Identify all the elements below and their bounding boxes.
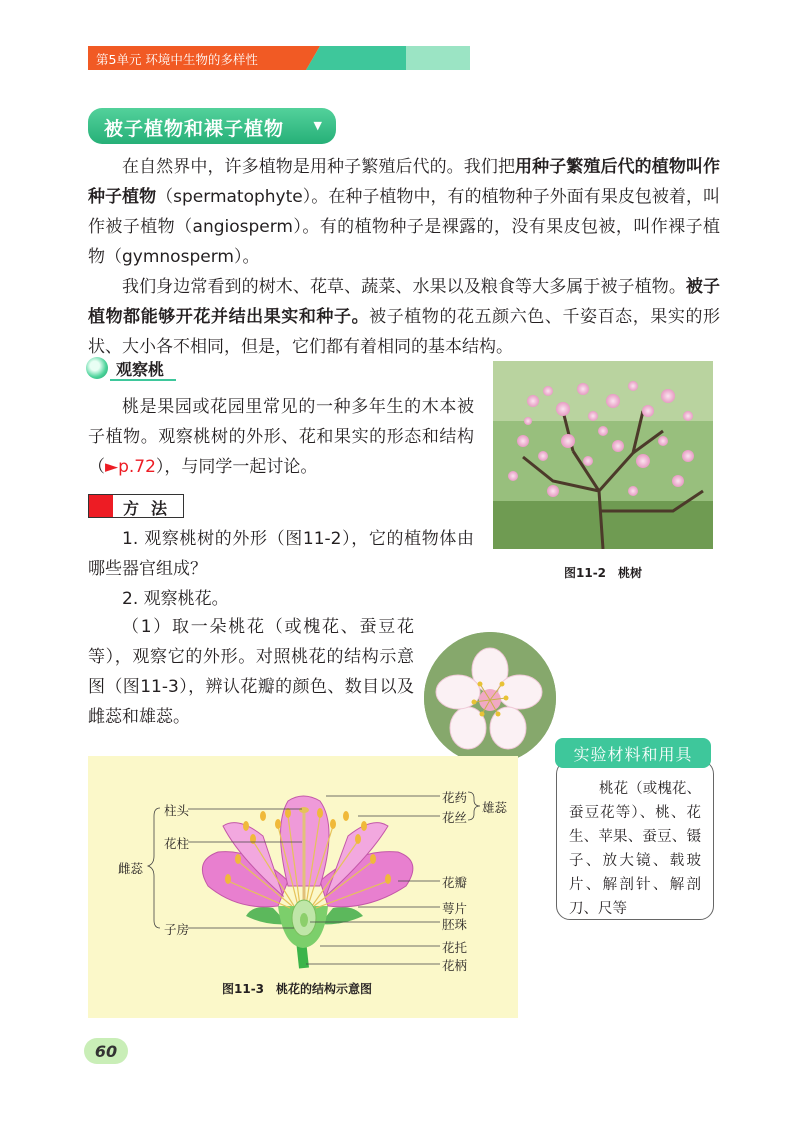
- materials-box: [556, 760, 714, 920]
- label-stigma: 柱头: [164, 803, 190, 818]
- label-filament: 花丝: [442, 810, 468, 825]
- method-step-2: 2. 观察桃花。: [122, 589, 229, 609]
- label-ovule: 胚珠: [442, 917, 468, 932]
- intro-paragraph-2: 我们身边常看到的树木、花草、蔬菜、水果以及粮食等大多属于被子植物。被子植物都能够开花并结出果实和种子。被子植物的花五颜六色、千姿百态，果实的形状、大小各不相同，但是，它们都有着相同的基本结构。: [88, 277, 721, 357]
- intro-text: [88, 152, 720, 362]
- method-step-1: 1. 观察桃树的外形（图11-2），它的植物体由哪些器官组成？ 2. 观察桃花。: [88, 524, 474, 614]
- page-number-badge: [84, 1038, 128, 1064]
- materials-title-tab: [555, 738, 711, 768]
- unit-title: 第5单元 环境中生物的多样性: [96, 52, 258, 67]
- key-point-bold: 被子植物都能够开花并结出果实和种子。: [88, 277, 721, 327]
- peach-tree-photo: [493, 361, 713, 549]
- label-style: 花柱: [164, 836, 190, 851]
- method-heading: [88, 494, 184, 518]
- label-receptacle: 花托: [442, 940, 468, 955]
- unit-header: [88, 46, 470, 70]
- label-petal: 花瓣: [442, 875, 468, 890]
- materials-list: 桃花（或槐花、蚕豆花等）、桃、花生、苹果、蚕豆、镊子、放大镜、载玻片、解剖针、解剖刀、尺等: [569, 781, 701, 917]
- figure-11-3-caption: 图11-3 桃花的结构示意图: [222, 982, 373, 996]
- activity-title: 观察桃: [116, 360, 165, 379]
- activity-heading: [86, 354, 176, 382]
- peach-flower-photo: [424, 632, 556, 764]
- label-ovary: 子房: [164, 922, 190, 937]
- intro-paragraph-1: 在自然界中，许多植物是用种子繁殖后代的。我们把用种子繁殖后代的植物叫作种子植物（spermatophyte）。在种子植物中，有的植物种子外面有果皮包被着，叫作被子植物（angiosperm）。有的植物种子是裸露的，没有果皮包被，叫作裸子植物（gymnosperm）。: [88, 157, 721, 267]
- definition-bold: 用种子繁殖后代的植物叫作种子植物: [88, 157, 721, 207]
- method-step-2-1: （1）取一朵桃花（或槐花、蚕豆花等），观察它的外形。对照桃花的结构示意图（图11-3），辨认花瓣的颜色、数目以及雌蕊和雄蕊。: [88, 617, 414, 727]
- page-reference-link[interactable]: ►p.72: [105, 457, 156, 477]
- label-stamen: 雄蕊: [482, 800, 508, 815]
- figure-11-2-caption: 图11-2 桃树: [564, 566, 643, 580]
- bullet-circle-icon: [86, 357, 108, 379]
- materials-title: 实验材料和用具: [573, 745, 693, 764]
- section-title: 被子植物和裸子植物: [104, 118, 285, 140]
- label-pistil: 雌蕊: [118, 861, 144, 876]
- label-anther: 花药: [442, 790, 468, 805]
- label-sepal: 萼片: [442, 901, 468, 916]
- observe-text: 桃是果园或花园里常见的一种多年生的木本被子植物。观察桃树的外形、花和果实的形态和结构（►p.72），与同学一起讨论。: [88, 397, 474, 477]
- flower-structure-diagram: [88, 756, 518, 1018]
- page-number: 60: [94, 1042, 118, 1061]
- triangle-down-icon: ▼: [313, 119, 322, 132]
- section-title-pill: [88, 108, 336, 144]
- method-title: 方法: [123, 499, 180, 518]
- label-pedicel: 花柄: [442, 958, 468, 973]
